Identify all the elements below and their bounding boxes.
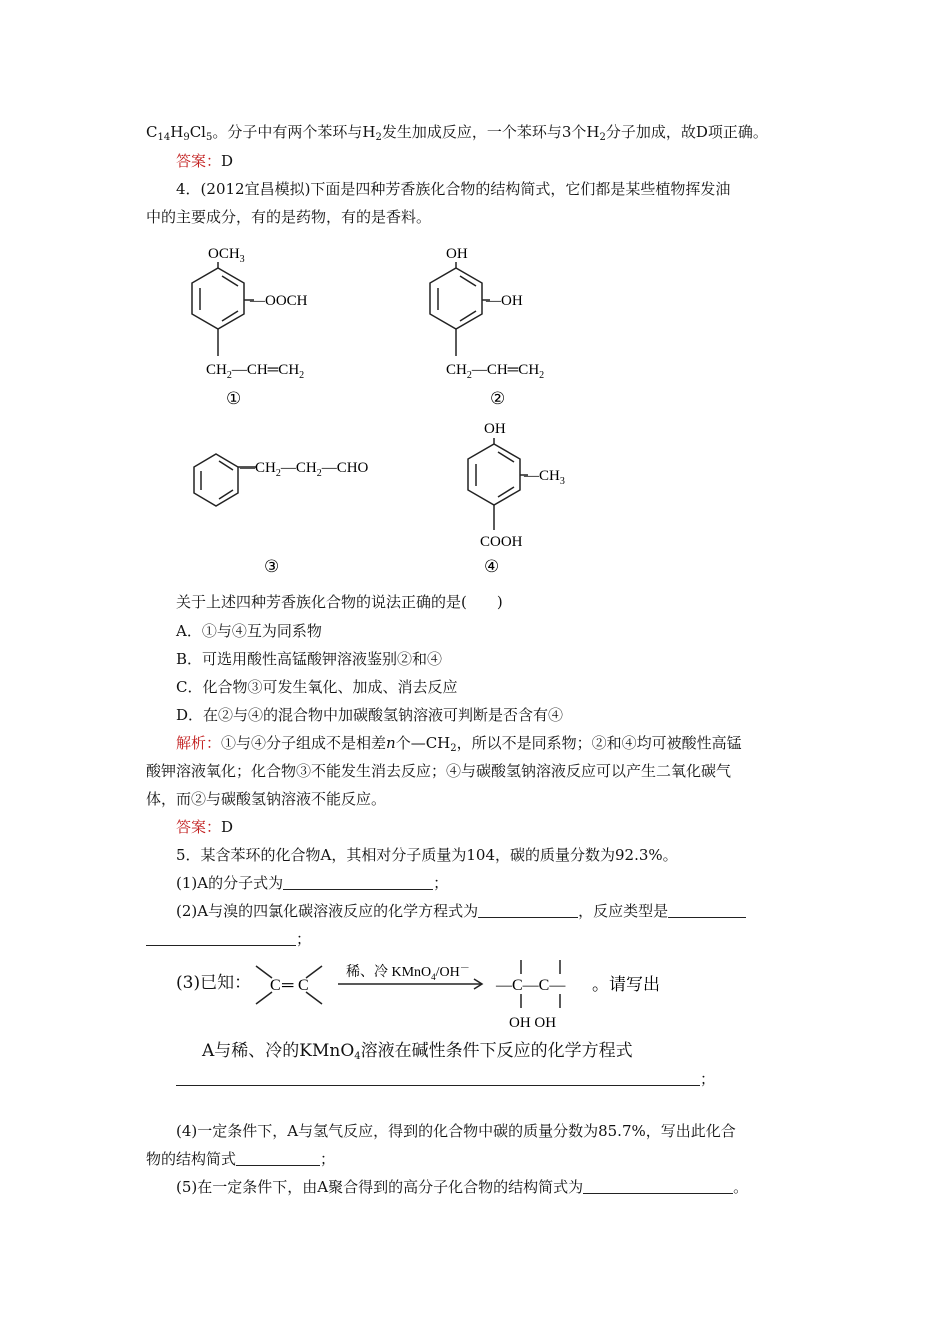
mol3-label: ③ xyxy=(264,557,280,576)
mol1-side-group: —OOCH xyxy=(250,293,308,309)
q5-part3-line2: A与稀、冷的KMnO$_4$溶液在碱性条件下反应的化学方程式 xyxy=(202,1041,633,1062)
q4-stem-line2: 中的主要成分，有的是药物，有的是香料。 xyxy=(146,208,432,226)
q5-part4-line1: (4)一定条件下，A与氢气反应，得到的化合物中碳的质量分数为85.7%，写出此化合 xyxy=(176,1122,736,1140)
q5-part2: (2)A与溴的四氯化碳溶液反应的化学方程式为 ，反应类型是 xyxy=(176,900,746,922)
reaction-product-chain: —C—C— xyxy=(496,977,566,994)
q4-option-a: A．①与④互为同系物 xyxy=(176,622,322,640)
mol2-bottom-chain: $CH_2—CH═CH_2$ xyxy=(446,362,545,381)
q5-part4-blank[interactable] xyxy=(236,1149,320,1166)
mol4-top-group: OH xyxy=(484,421,506,437)
q4-analysis-line1: 解析：①与④分子组成不是相差n个$—CH_2$，所以不是同系物；②和④均可被酸性高锰 xyxy=(176,734,742,754)
q4-analysis-line2: 酸钾溶液氧化；化合物③不能发生消去反应；④与碳酸氢钠溶液反应可以产生二氧化碳气 xyxy=(146,762,732,780)
mol4-bottom-group: COOH xyxy=(480,534,523,550)
answer-line-2: 答案：D xyxy=(176,818,234,836)
q4-option-c: C．化合物③可发生氧化、加成、消去反应 xyxy=(176,678,458,696)
mol3-chain: $—CH_2—CH_2—CHO$ xyxy=(240,460,369,479)
mol2-label: ② xyxy=(490,389,506,408)
q4-stem-line1: 4．(2012宜昌模拟)下面是四种芳香族化合物的结构简式，它们都是某些植物挥发油 xyxy=(176,180,731,198)
reaction-double-bond: ═ xyxy=(282,977,294,994)
q5-part3-blank-line: ； xyxy=(176,1068,715,1090)
mol4-side-group: $—CH_3$ xyxy=(524,468,565,487)
q5-part5: (5)在一定条件下，由A聚合得到的高分子化合物的结构简式为 。 xyxy=(176,1178,749,1196)
mol4-label: ④ xyxy=(484,557,500,576)
q4-option-d: D．在②与④的混合物中加碳酸氢钠溶液可判断是否含有④ xyxy=(176,706,564,724)
q4-analysis-line3: 体，而②与碳酸氢钠溶液不能反应。 xyxy=(146,790,387,808)
reaction-alkene-c2: C xyxy=(298,977,309,994)
mol1-top-group: $OCH_3$ xyxy=(208,246,245,265)
reaction-alkene-c1: C xyxy=(270,977,281,994)
q5-part5-blank[interactable] xyxy=(583,1177,733,1194)
prev-answer-text: $C_{14}H_9Cl_5$。分子中有两个苯环与$H_2$发生加成反应，一个苯环与3个$H_2$分子加成，故D项正确。 xyxy=(146,123,768,143)
q4-option-b: B．可选用酸性高锰酸钾溶液鉴别②和④ xyxy=(176,650,443,668)
q4-question: 关于上述四种芳香族化合物的说法正确的是( ) xyxy=(176,593,503,611)
mol1-bottom-chain: $CH_2—CH═CH_2$ xyxy=(206,362,305,381)
reaction-tail: 。请写出 xyxy=(592,975,660,994)
q5-stem: 5．某含苯环的化合物A，其相对分子质量为104，碳的质量分数为92.3%。 xyxy=(176,846,678,864)
q5-part3-blank[interactable] xyxy=(176,1069,700,1086)
reaction-condition: 稀、冷 KMnO$_4$/OH－ xyxy=(346,963,470,982)
q5-part3-label: (3)已知： xyxy=(176,973,252,993)
q5-part4-line2: 物的结构简式 ； xyxy=(146,1150,336,1168)
mol2-side-group: —OH xyxy=(486,293,523,309)
q5-part2-cont: ； xyxy=(146,928,311,950)
mol2-top-group: OH xyxy=(446,246,468,262)
answer-line-1: 答案：D xyxy=(176,152,234,170)
reaction-product-oh: OH OH xyxy=(509,1015,557,1031)
mol1-label: ① xyxy=(226,389,242,408)
q5-part1: (1)A的分子式为 ； xyxy=(176,874,449,892)
